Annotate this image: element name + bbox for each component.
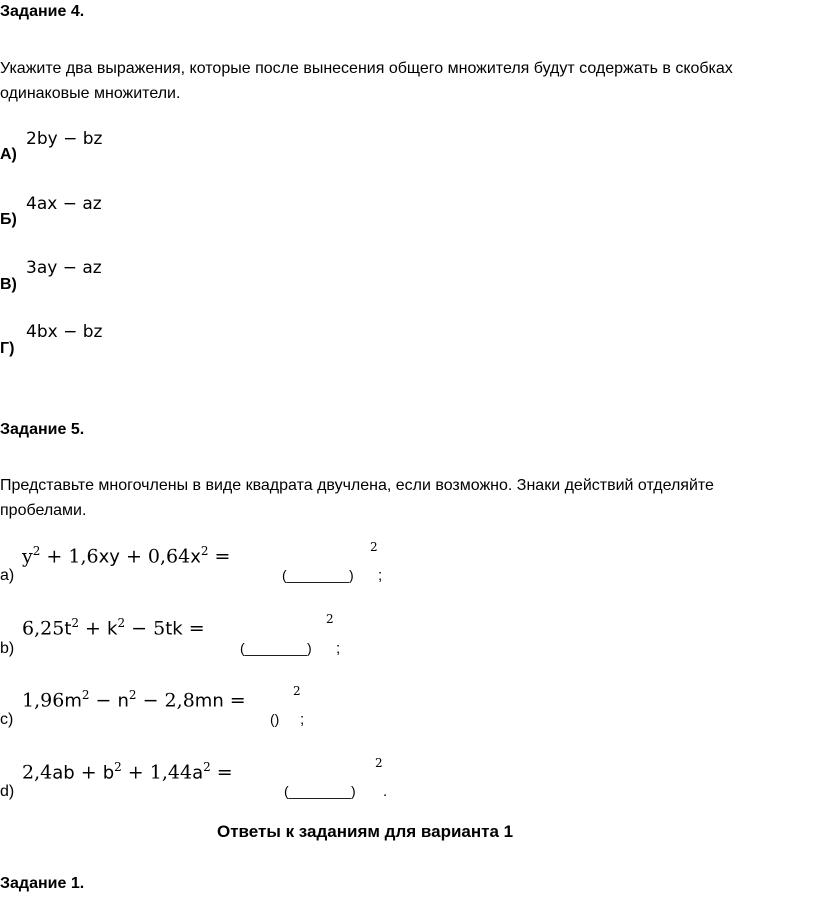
task4-question: Укажите два выражения, которые после вынесения общего множителя будут содержать в скобках одинаковые множители.	[0, 60, 733, 102]
task4-option-d-label: Г)	[0, 340, 15, 357]
task5-item-c-answer-blank[interactable]: ()	[270, 711, 280, 727]
task4-option-b-expr: 4ax − az	[26, 194, 102, 214]
task5-item-c-label: c)	[0, 711, 14, 728]
task5-item-a-exponent: 2	[370, 540, 378, 554]
task5-item-b-answer-blank[interactable]: (________)	[240, 640, 312, 656]
task5-item-a-answer-blank[interactable]: (________)	[282, 567, 354, 583]
task5-item-a-label: a)	[0, 567, 15, 584]
task4-option-a-label: А)	[0, 146, 17, 163]
task4-option-c-label: В)	[0, 276, 17, 293]
task4-option-c-expr: 3ay − az	[26, 258, 102, 278]
task4-option-a-expr: 2by − bz	[26, 129, 103, 149]
task5-item-a-expression: $y^2 + 1,6xy + 0,64x^2$ =	[22, 544, 231, 568]
task4-title: Задание 4.	[0, 3, 85, 20]
task5-item-d-answer-blank[interactable]: (________)	[284, 783, 356, 799]
task5-item-b-expression: $6,25t^2 + k^2 - 5tk$ =	[22, 616, 205, 640]
task5-item-b-punct: ;	[336, 640, 341, 657]
task4-option-d-expr: 4bx − bz	[26, 322, 103, 342]
task5-item-b-exponent: 2	[326, 612, 334, 626]
task5-item-c-expression: $1,96m^2 - n^2 - 2,8mn$ =	[22, 688, 246, 712]
task5-item-c-punct: ;	[300, 711, 305, 728]
answers-heading: Ответы к заданиям для варианта 1	[217, 822, 514, 841]
task5-item-d-exponent: 2	[375, 756, 383, 770]
task5-question: Представьте многочлены в виде квадрата двучлена, если возможно. Знаки действий отделяйте пробелами.	[0, 477, 714, 519]
task5-item-d-label: d)	[0, 783, 15, 800]
task5-item-b-label: b)	[0, 640, 15, 657]
task5-item-a-punct: ;	[378, 567, 383, 584]
task5-item-d-punct: .	[383, 783, 388, 800]
task4-option-b-label: Б)	[0, 211, 17, 228]
answers-task1-title: Задание 1.	[0, 875, 85, 892]
task5-title: Задание 5.	[0, 421, 85, 438]
task5-item-c-exponent: 2	[293, 684, 301, 698]
task5-item-d-expression: $2,4ab + b^2 + 1,44a^2$ =	[22, 760, 233, 784]
